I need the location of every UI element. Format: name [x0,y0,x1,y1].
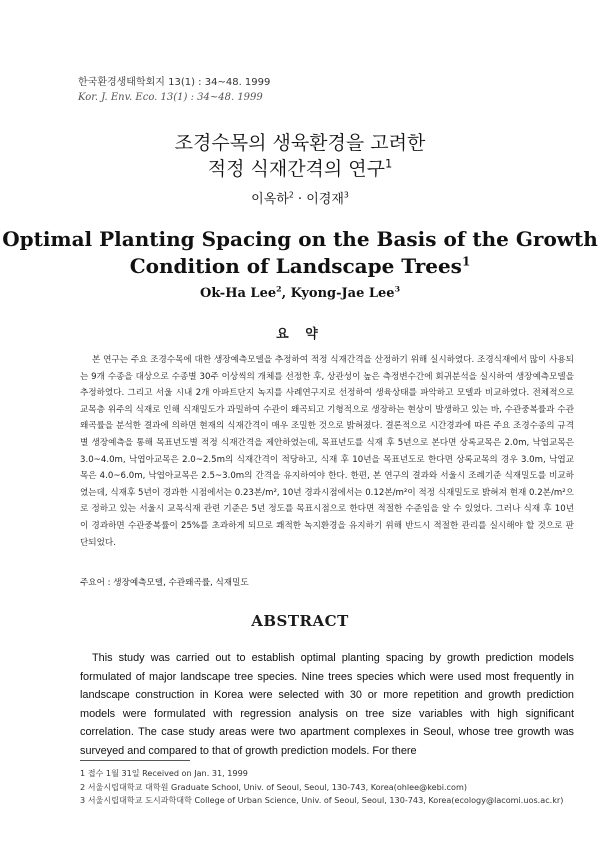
journal-citation [78,75,270,105]
english-title-line2 [0,253,600,280]
english-title [0,226,600,280]
korean-abstract: 본 연구는 주요 조경수목에 대한 생장예측모델을 추정하여 적정 식재간격을 산정하기 위해 실시하였다. 조경식재에서 많이 사용되는 9개 수종을 대상으로 수종별 30주 이상씩의 개체를 선정한 후, 상관성이 높은 측정변수간에 회귀분석을 실시하여 생장예측모델을 추정하였다. 그리고 서울 시내 2개 아파트단지 녹지를 사례연구지로 선정하여 생육상태를 파악하고 모델과 비교하였다. 전체적으로 교목층 위주의 식재로 인해 식재밀도가 과밀하여 수관이 왜곡되고 기형적으로 생장하는 현상이 발생하고 있는 바, 수관중복률과 수관왜곡률을 분석한 결과에 의하면 현재의 식재간격이 매우 조밀한 것으로 밝혀졌다. 결론적으로 시간경과에 따른 주요 조경수종의 규격별 생장예측을 통해 목표년도별 적정 식재간격을 제안하였는데, 목표년도를 식재 후 5년으로 본다면 상록교목은 2.0m, 낙엽교목은 3.0~4.0m, 낙엽아교목은 2.0~2.5m의 식재간격이 적당하고, 식재 후 10년을 목표년도로 한다면 상록교목의 경우 3.0m, 낙엽교목은 4.0~6.0m, 낙엽아교목은 2.5~3.0m의 간격을 유지하여야 한다. 한편, 본 연구의 결과와 서울시 조례기준 식재밀도를 비교하였는데, 식재후 5년이 경과한 시점에서는 0.23본/m², 10년 경과시점에서는 0.12본/m²이 적정 식재밀도로 밝혀져 현재 0.2본/m²으로 정하고 있는 서울시 교목식재 관련 기준은 5년 정도를 목표시점으로 한다면 적절한 수준임을 알 수 있었다. 그러나 식재 후 10년이 경과하면 수관중복률이 25%를 초과하게 되므로 쾌적한 녹지환경을 유지하기 위해 반드시 적절한 관리를 실시해야 할 것으로 판단되었다. [80,355,574,548]
english-author-separator: , [281,286,291,301]
english-title-footnote-mark: 1 [461,254,471,269]
english-author-2-mark: 3 [394,284,400,294]
english-author-2: Kyong-Jae Lee [290,286,395,301]
english-author-1-mark: 2 [276,284,282,294]
korean-title-line2-text: 적정 식재간격의 연구 [207,158,385,180]
korean-title-line2 [0,156,600,182]
english-authors [0,286,600,301]
korean-author-1: 이옥하 [251,192,289,207]
keywords: 주요어 : 생장예측모델, 수관왜곡률, 식재밀도 [80,578,249,588]
footnote-1: 1 접수 1월 31일 Received on Jan. 31, 1999 [80,768,248,778]
korean-author-2: 이경재 [306,192,344,207]
korean-title-footnote-mark: 1 [385,156,393,171]
journal-citation-korean: 한국환경생태학회지 13(1) : 34~48. 1999 [78,77,271,88]
footnote-3: 3 서울시립대학교 도시과학대학 College of Urban Science, Univ. of Seoul, Seoul, 130-743, Korea(ecology@lacomi.uos.ac.kr) [80,795,564,805]
english-title-line2-text: Condition of Landscape Trees [129,254,462,278]
english-title-line1: Optimal Planting Spacing on the Basis of the Growth [2,227,598,251]
korean-author-separator: · [293,192,307,207]
korean-authors [0,188,600,207]
journal-citation-english: Kor. J. Env. Eco. 13(1) : 34~48. 1999 [78,92,263,103]
korean-title [0,130,600,182]
korean-author-1-mark: 2 [288,190,294,200]
korean-author-2-mark: 3 [343,190,349,200]
korean-abstract-heading: 요 약 [276,327,324,342]
english-abstract: This study was carried out to establish optimal planting spacing by growth prediction models formulated of major landscape tree species. Nine trees species which were used most frequently in landscape construction in Korea were selected with 30 or more repetition and growth prediction models were formulated with regression analysis on tree size variables with high significant correlation. The case study areas were two apartment complexes in Seoul, whose tree growth was surveyed and compared to that of growth prediction models. For there [80,652,574,757]
abstract-heading: ABSTRACT [251,612,349,630]
english-author-1: Ok-Ha Lee [200,286,277,301]
footnotes [80,767,574,808]
korean-title-line1: 조경수목의 생육환경을 고려한 [174,132,426,154]
footnote-divider [80,760,190,761]
footnote-2: 2 서울시립대학교 대학원 Graduate School, Univ. of Seoul, Seoul, 130-743, Korea(ohlee@kebi.com) [80,781,467,792]
